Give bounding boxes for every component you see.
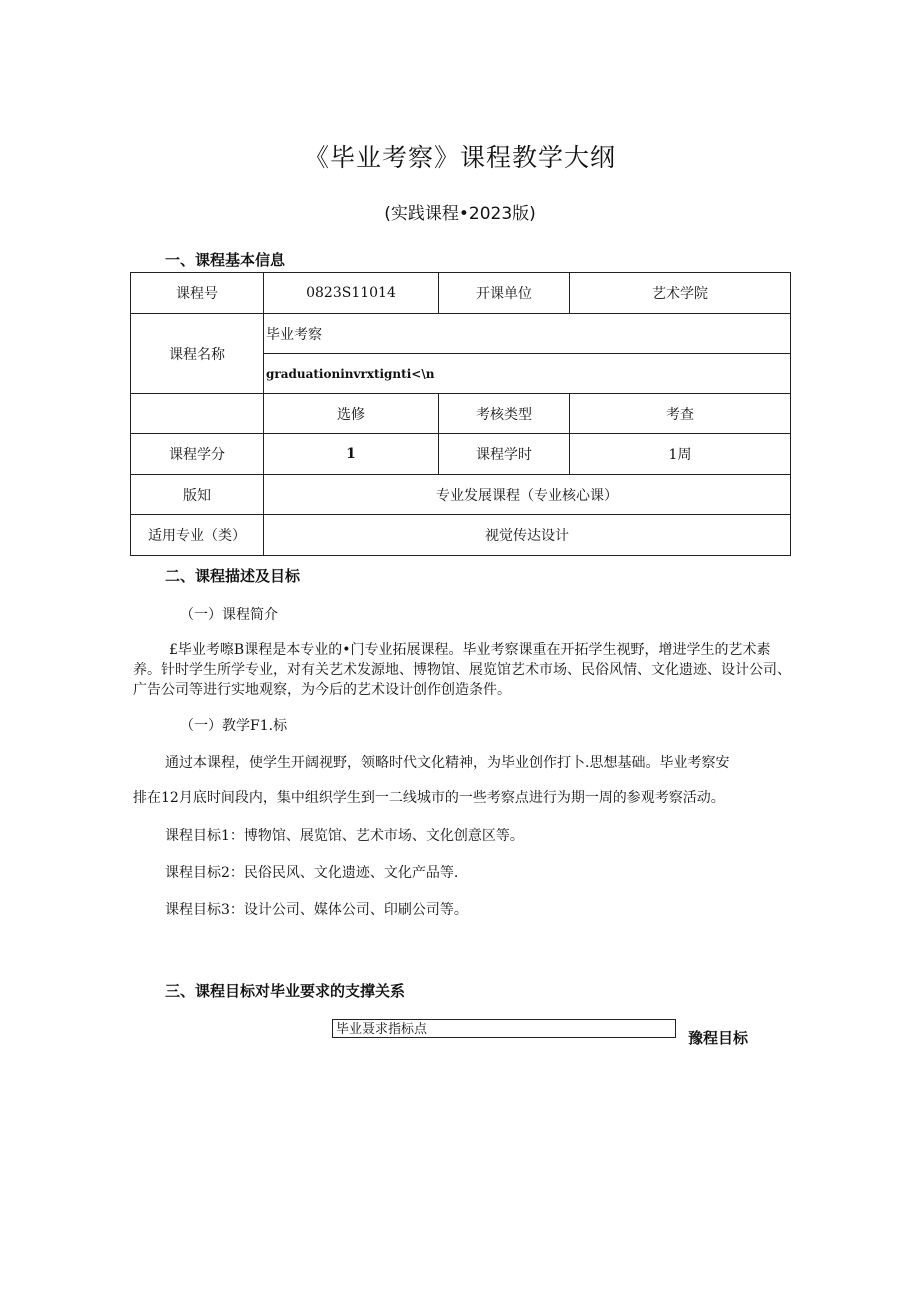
objective-3: 课程目标3：设计公司、媒体公司、印刷公司等。: [165, 902, 468, 918]
course-objective-label: 豫程目标: [688, 1029, 749, 1047]
credit-value: 1: [264, 434, 439, 475]
table-row: [131, 434, 791, 475]
document-subtitle: (实践课程•2023版): [384, 204, 536, 224]
category-value: 专业发展课程（专业核心课）: [264, 475, 791, 515]
graduation-requirement-box: 毕业聂求指标点: [332, 1019, 676, 1038]
dept-label: 开课单位: [439, 273, 570, 314]
section-heading-description: 二、课程描述及目标: [165, 567, 301, 585]
subheading-goals: （一）教学F1.标: [180, 718, 288, 734]
assess-value: 考查: [570, 394, 791, 434]
course-info-table: [130, 272, 791, 556]
dept-value: 艺术学院: [570, 273, 791, 314]
course-name-cn: 毕业考察: [264, 314, 791, 354]
goal-line-2: 排在12月底时间段内，集中组织学生到一二线城市的一些考察点进行为期一周的参观考察活动。: [133, 790, 725, 806]
section-heading-support: 三、课程目标对毕业要求的支撑关系: [165, 982, 406, 1000]
course-type-label: [131, 394, 264, 434]
table-row: [131, 314, 791, 354]
section-heading-basic-info: 一、课程基本信息: [165, 251, 286, 269]
hours-label: 课程学时: [439, 434, 570, 475]
table-row: [131, 273, 791, 314]
course-name-label: 课程名称: [131, 314, 264, 394]
course-type-value: 选修: [264, 394, 439, 434]
major-value: 视觉传达设计: [264, 515, 791, 556]
course-name-en: graduationinvrxtignti<\n: [264, 354, 791, 394]
table-row: [131, 475, 791, 515]
hours-value: 1周: [570, 434, 791, 475]
table-row: [131, 394, 791, 434]
objective-1: 课程目标1：博物馆、展览馆、艺术市场、文化创意区等。: [165, 828, 524, 844]
goal-line-1: 通过本课程，使学生开阔视野，领略时代文化精神，为毕业创作打卜.思想基础。毕业考察安: [165, 755, 730, 771]
course-no-label: 课程号: [131, 273, 264, 314]
document-title: 《毕业考察》课程教学大纲: [303, 143, 616, 172]
course-intro-paragraph: £毕业考嚓B课程是本专业的•门专业拓展课程。毕业考察课重在开拓学生视野，增进学生的艺术素养。针时学生所学专业，对有关艺术发源地、博物馆、展览馆艺术市场、民俗风情、文化遗迹、设计公司、广告公司等进行实地观察，为今后的艺术设计创作创造条件。: [133, 642, 791, 698]
credit-label: 课程学分: [131, 434, 264, 475]
course-no-value: 0823S11014: [264, 273, 439, 314]
subheading-intro: （一）课程简介: [180, 607, 278, 623]
category-label: 版知: [131, 475, 264, 515]
major-label: 适用专业（类）: [131, 515, 264, 556]
table-row: [131, 515, 791, 556]
objective-2: 课程目标2：民俗民风、文化遗迹、文化产品等.: [165, 865, 459, 881]
assess-label: 考核类型: [439, 394, 570, 434]
